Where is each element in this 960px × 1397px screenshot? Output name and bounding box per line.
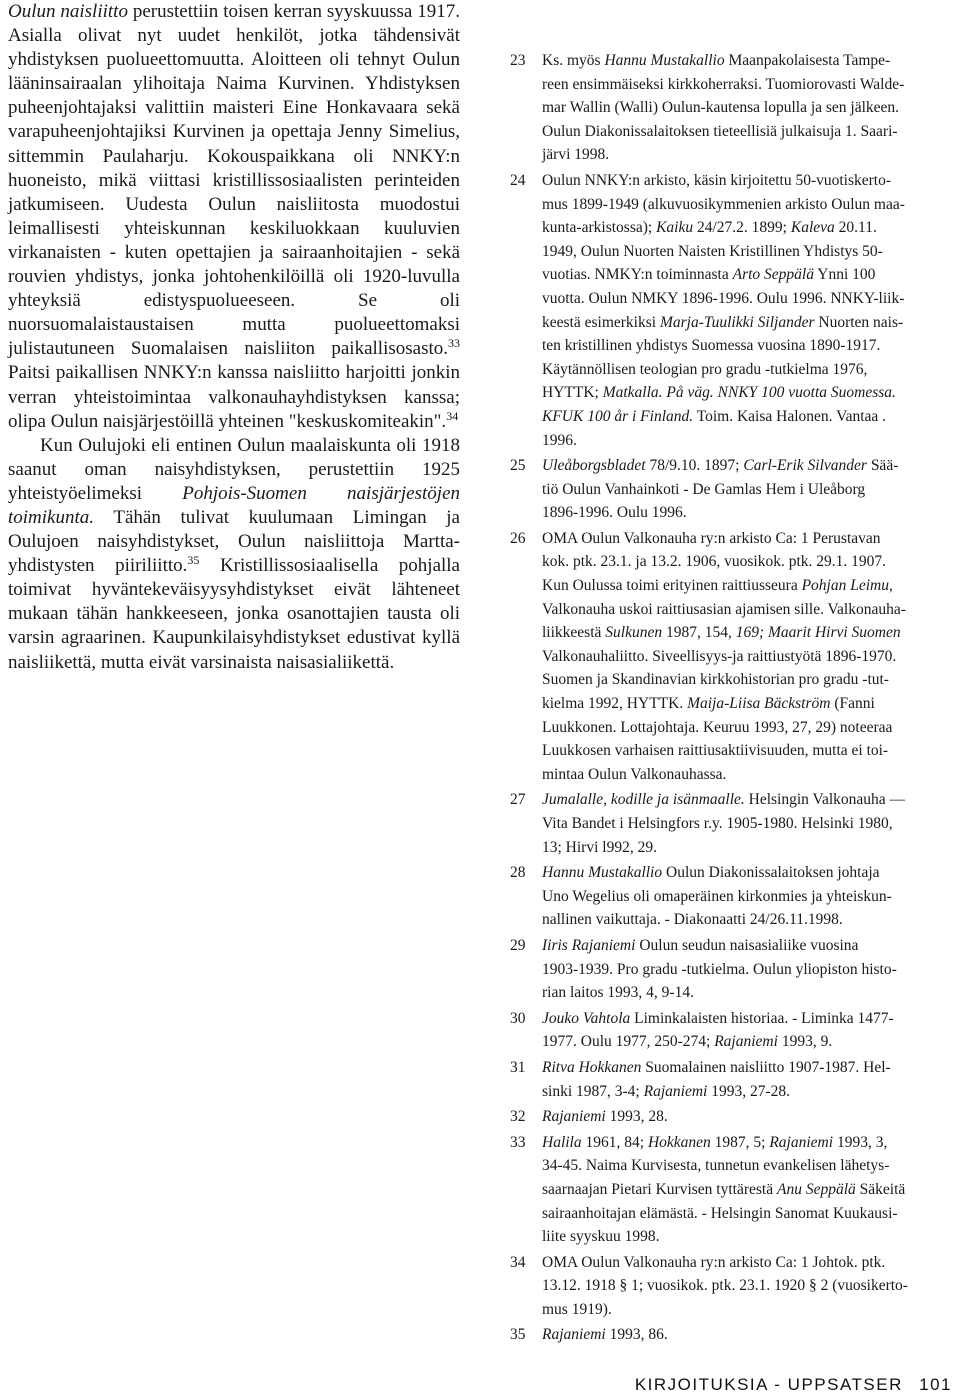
footnote-segment: Käytännöllisen teologian pro gradu -tutkielma 1976,	[542, 360, 868, 378]
footnote-text	[542, 861, 948, 932]
footnote-segment: (Fanni	[830, 695, 875, 713]
footnote-text	[542, 169, 948, 452]
toimikunta-italic: Pohjois-Suomen naisjärjestöjen toimikunta.	[8, 482, 460, 528]
footnote-segment: kielma 1992, HYTTK.	[542, 695, 688, 713]
footnote-line	[542, 739, 948, 763]
footnote-segment: 34-45. Naima Kurvisesta, tunnetun evankelisen lähetys-	[542, 1157, 890, 1175]
footnote-30	[510, 1007, 952, 1054]
footnote-line	[542, 788, 948, 812]
footnotes-column	[510, 49, 952, 1349]
footnote-line	[542, 716, 948, 740]
footnote-line	[542, 527, 948, 551]
footnote-segment: mus 1899-1949 (alkuvuosikymmenien arkisto Oulun maa-	[542, 195, 905, 213]
footnote-line	[542, 1323, 948, 1347]
footnote-italic-segment: Rajaniemi	[643, 1082, 708, 1100]
footnote-line	[542, 454, 948, 478]
footnote-line	[542, 958, 948, 982]
footnote-italic-segment: Sulkunen	[605, 624, 663, 642]
footnote-line	[542, 216, 948, 240]
footnote-line	[542, 1131, 948, 1155]
footnote-segment: Nuorten nais-	[814, 313, 904, 331]
footnote-line	[542, 1178, 948, 1202]
page-number: 101	[919, 1375, 952, 1394]
footnote-line	[542, 405, 948, 429]
footnote-segment: HYTTK;	[542, 384, 603, 402]
footnote-gap	[510, 1347, 952, 1349]
footnote-35	[510, 1323, 952, 1347]
footnote-segment: Ynni 100	[813, 266, 876, 284]
footnote-line	[542, 381, 948, 405]
footnote-34	[510, 1251, 952, 1322]
footnote-segment: Kun Oulussa toimi erityinen raittiusseura	[542, 577, 802, 595]
footnote-italic-segment: Ritva Hokkanen	[542, 1058, 642, 1076]
footnote-segment: 1996.	[542, 431, 577, 449]
footnote-number: 28	[510, 864, 526, 882]
footnote-text	[542, 934, 948, 1005]
footnote-segment: Suomen ja Skandinavian kirkkohistorian pro gradu -tut-	[542, 671, 889, 689]
footnote-number: 29	[510, 936, 526, 954]
paragraph-2	[8, 434, 460, 675]
footnote-line	[542, 1105, 948, 1129]
footnote-number: 25	[510, 457, 526, 475]
footnote-segment: kunta-arkistossa);	[542, 219, 657, 237]
footnote-segment: 1993, 9.	[777, 1033, 833, 1051]
footnote-segment: sairaanhoitajan elämästä. - Helsingin Sanomat Kuukausi-	[542, 1204, 898, 1222]
footnote-line	[542, 287, 948, 311]
footnote-line	[542, 263, 948, 287]
footnote-segment: Luukkonen. Lottajohtaja. Keuruu 1993, 27, 29) noteeraa	[542, 718, 893, 736]
footnote-segment: liikkeestä	[542, 624, 606, 642]
footnote-number: 32	[510, 1108, 526, 1126]
footnote-segment: Uno Wegelius oli omaperäinen kirkonmies ja yhteiskun-	[542, 887, 892, 905]
footnote-line	[542, 550, 948, 574]
footnote-segment: Liminkalaisten historiaa. - Liminka 1477-	[630, 1009, 894, 1027]
footnote-segment: mintaa Oulun Valkonauhassa.	[542, 765, 727, 783]
footnote-italic-segment: Pohjan Leimu,	[801, 577, 893, 595]
page-footer	[635, 1375, 952, 1395]
footnote-italic-segment: Kaleva	[790, 219, 835, 237]
footnote-segment: 24/27.2. 1899;	[693, 219, 791, 237]
footnote-line	[542, 429, 948, 453]
paragraph-2-text-c: Kristillissosiaalisella pohjalla toimivat hyväntekeväisyysyhdistykset eivät lähteneet mukaan tähän hankkeeseen, jonka osanottajien tausta oli varsin agraarinen. Kaupunkilaisyhdistykset edustivat kyllä naisliikettä, mutta eivät varsinaista naisasialiikettä.	[8, 555, 460, 673]
footnote-line	[542, 334, 948, 358]
naisliitto-italic: Oulun naisliitto	[8, 1, 128, 22]
footnote-italic-segment: Maija-Liisa Bäckström	[687, 695, 831, 713]
footnote-segment: Toim. Kaisa Halonen. Vantaa .	[693, 407, 887, 425]
footnote-line	[542, 1274, 948, 1298]
footnote-segment: 1977. Oulu 1977, 250-274;	[542, 1033, 715, 1051]
footnote-italic-segment: Rajaniemi	[542, 1326, 606, 1344]
footnote-line	[542, 908, 948, 932]
footnote-segment: Luukkosen varhaisen raittiusaktiivisuuden, mutta ei toi-	[542, 742, 889, 760]
footnote-segment: reen ensimmäiseksi kirkkoherraksi. Tuomiorovasti Walde-	[542, 75, 905, 93]
footnote-line	[542, 934, 948, 958]
footnote-segment: mar Wallin (Walli) Oulun-kautensa lopulla ja sen jälkeen.	[542, 99, 900, 117]
footnote-text	[542, 454, 948, 525]
footnote-segment: 1993, 3,	[833, 1133, 888, 1151]
paragraph-1-text-b: Paitsi paikallisen NNKY:n kanssa naisliitto harjoitti jonkin verran yhteistoimintaa valkonauhayhdistyksen kanssa; olipa Oulun naisjärjestöillä yhteinen "keskuskomiteakin".	[8, 362, 460, 432]
footnote-segment: Säkeitä	[855, 1180, 906, 1198]
footnote-line	[542, 143, 948, 167]
footnote-segment: Oulun Diakonissalaitoksen johtaja	[662, 864, 880, 882]
footnote-segment: Ks. myös	[542, 52, 605, 69]
footnote-segment: kok. ptk. 23.1. ja 13.2. 1906, vuosikok. ptk. 29.1. 1907.	[542, 553, 887, 571]
footnote-segment: 1896-1996. Oulu 1996.	[542, 504, 687, 522]
footnote-text	[542, 1323, 948, 1347]
footnote-number: 33	[510, 1133, 526, 1151]
footnote-segment: 20.11.	[834, 219, 877, 237]
footnote-segment: keestä esimerkiksi	[542, 313, 660, 331]
footnote-line	[542, 574, 948, 598]
footnote-segment: Oulun NNKY:n arkisto, käsin kirjoitettu 50-vuotiskerto-	[542, 171, 892, 189]
footnote-italic-segment: Hannu Mustakallio	[604, 52, 725, 69]
footnote-segment: OMA Oulun Valkonauha ry:n arkisto Ca: 1 Perustavan	[542, 529, 881, 547]
footnote-line	[542, 311, 948, 335]
footnote-italic-segment: Anu Seppälä	[777, 1180, 856, 1198]
footnote-number: 35	[510, 1326, 526, 1344]
footnote-line	[542, 1202, 948, 1226]
footnote-line	[542, 358, 948, 382]
footnote-segment: 1903-1939. Pro gradu -tutkielma. Oulun yliopiston histo-	[542, 960, 897, 978]
footnote-segment: Oulun seudun naisasialiike vuosina	[635, 936, 859, 954]
footnote-segment: 1949, Oulun Nuorten Naisten Kristillinen Yhdistys 50-	[542, 242, 883, 260]
footnote-line	[542, 478, 948, 502]
footnote-text	[542, 788, 948, 859]
footnote-segment: järvi 1998.	[542, 146, 610, 164]
footnote-segment: ten kristillinen yhdistys Suomessa vuosina 1890-1917.	[542, 337, 881, 355]
paragraph-2-text-a: Kun Oulujoki eli entinen Oulun maalaiskunta oli 1918 saanut oman naisyhdistyksen, perustettiin 1925 yhteistyöelimeksi	[8, 434, 460, 504]
footnote-text	[542, 1105, 948, 1129]
footnote-line	[542, 812, 948, 836]
footer-label: KIRJOITUKSIA - UPPSATSER	[634, 1375, 903, 1394]
footnote-segment: liite syyskuu 1998.	[542, 1228, 660, 1246]
footnote-italic-segment: Jumalalle, kodille ja isänmaalle.	[542, 791, 745, 809]
footnote-segment: vuotta. Oulun NMKY 1896-1996. Oulu 1996. NNKY-liik-	[542, 289, 905, 307]
footnote-23	[510, 49, 952, 167]
footnote-segment: mus 1919).	[542, 1300, 612, 1318]
footnote-line	[542, 885, 948, 909]
footnote-segment: 78/9.10. 1897;	[645, 457, 744, 475]
footnote-segment: Helsingin Valkonauha —	[744, 791, 906, 809]
footnote-segment: Sää-	[866, 457, 899, 475]
footnote-number: 24	[510, 171, 526, 189]
footnote-segment: Vita Bandet i Helsingfors r.y. 1905-1980. Helsinki 1980,	[542, 815, 893, 832]
footnote-italic-segment: 169; Maarit Hirvi Suomen	[735, 624, 901, 642]
footnote-line	[542, 981, 948, 1005]
paragraph-1	[8, 0, 460, 434]
footnote-segment: Valkonauha uskoi raittiusasian ajamisen sille. Valkonauha-	[542, 600, 906, 618]
footnote-segment: 13.12. 1918 § 1; vuosikok. ptk. 23.1. 1920 § 2 (vuosikerto-	[542, 1277, 908, 1295]
footnote-line	[542, 1154, 948, 1178]
footnote-segment: Oulun Diakonissalaitoksen tieteellisiä julkaisuja 1. Saari-	[542, 122, 898, 140]
footnote-italic-segment: Halila	[542, 1133, 582, 1151]
footnote-line	[542, 836, 948, 860]
footnote-32	[510, 1105, 952, 1129]
footnote-italic-segment: Matkalla. På väg. NNKY 100 vuotta Suomessa.	[602, 384, 896, 402]
footnote-line	[542, 1225, 948, 1249]
footnote-line	[542, 645, 948, 669]
footnote-text	[542, 1056, 948, 1103]
footnote-segment: 1993, 27-28.	[707, 1082, 791, 1100]
footnote-italic-segment: Carl-Erik Silvander	[743, 457, 867, 475]
footnote-segment: nallinen vaikuttaja. - Diakonaatti 24/26.11.1998.	[542, 911, 843, 929]
footnote-italic-segment: Kaiku	[656, 219, 694, 237]
footnote-line	[542, 861, 948, 885]
footnote-24	[510, 169, 952, 452]
footnote-segment: 1993, 86.	[605, 1326, 668, 1344]
footnote-italic-segment: Uleåborgsbladet	[542, 457, 646, 475]
footnote-italic-segment: Hannu Mustakallio	[542, 864, 663, 882]
footnote-line	[542, 169, 948, 193]
footnote-line	[542, 1080, 948, 1104]
footnote-number: 26	[510, 529, 526, 547]
footnote-line	[542, 96, 948, 120]
footnote-segment: tiö Oulun Vanhainkoti - De Gamlas Hem i Uleåborg	[542, 480, 866, 498]
footnote-segment: Maanpakolaisesta Tampe-	[724, 52, 891, 69]
footnote-line	[542, 1007, 948, 1031]
footnote-ref-33[interactable]: 33	[448, 336, 460, 351]
footnote-27	[510, 788, 952, 859]
main-text-column	[8, 0, 460, 675]
footnote-segment: saarnaajan Pietari Kurvisen tyttärestä	[542, 1180, 777, 1198]
footnote-line	[542, 598, 948, 622]
footnote-text	[542, 1251, 948, 1322]
footnote-text	[542, 49, 948, 167]
footnote-25	[510, 454, 952, 525]
footnote-segment: rian laitos 1993, 4, 9-14.	[542, 984, 694, 1002]
footnote-italic-segment: Rajaniemi	[769, 1133, 834, 1151]
footnote-italic-segment: Jouko Vahtola	[542, 1009, 631, 1027]
footnote-number: 34	[510, 1253, 526, 1271]
footnote-italic-segment: Hokkanen	[647, 1133, 711, 1151]
footnote-segment: vuotias. NMKY:n toiminnasta	[542, 266, 733, 284]
footnote-segment: sinki 1987, 3-4;	[542, 1082, 644, 1100]
footnote-line	[542, 120, 948, 144]
footnote-line	[542, 763, 948, 787]
footnote-segment: 13; Hirvi l992, 29.	[542, 838, 657, 856]
footnote-29	[510, 934, 952, 1005]
footnote-ref-34[interactable]: 34	[446, 408, 459, 423]
footnote-italic-segment: Marja-Tuulikki Siljander	[659, 313, 815, 331]
footnote-33	[510, 1131, 952, 1249]
footnote-line	[542, 1251, 948, 1275]
footnote-italic-segment: KFUK 100 år i Finland.	[542, 407, 694, 425]
footnote-ref-35[interactable]: 35	[187, 553, 200, 568]
footnote-line	[542, 1056, 948, 1080]
paragraph-1-text-a: perustettiin toisen kerran syyskuussa 1917. Asialla olivat nyt uudet henkilöt, jotka tähdensivät yhdistyksen puolueettomuutta. Aloitteen oli tehnyt Oulun lääninsairaalan ylihoitaja Naima Kurvinen. Yhdistyksen puheenjohtajaksi valittiin maisteri Eine Honkavaara sekä varapuheenjohtajiksi Kurvinen ja opettaja Jenny Simelius, sittemmin Paulaharju. Kokouspaikkana oli NNKY:n huoneisto, mikä viittasi kristillissosiaalisten perinteiden jatkumiseen. Uudesta Oulun naisliitosta muodostui leimallisesti yhteiskunnan keskiluokkaan kuuluvien virkanaisten - kuten opettajien ja sairaanhoitajien - sekä rouvien yhdistys, jonka johtohenkilöillä oli 1920-luvulla yhteyksiä edistyspuolueeseen. Se oli nuorsuomalaistaustaisen mutta puolueettomaksi julistautuneen Suomalaisen naisliiton paikallisosasto.	[8, 1, 460, 360]
footnote-line	[542, 240, 948, 264]
footnote-segment: OMA Oulun Valkonauha ry:n arkisto Ca: 1 Johtok. ptk.	[542, 1253, 886, 1271]
footnote-line	[542, 73, 948, 97]
footnote-segment: 1993, 28.	[605, 1108, 668, 1126]
footnote-segment: Valkonauhaliitto. Siveellisyys-ja raittiustyötä 1896-1970.	[542, 647, 897, 665]
footnote-italic-segment: Iiris Rajaniemi	[542, 936, 636, 954]
footnote-number: 30	[510, 1009, 526, 1027]
footnote-segment: 1987, 154,	[662, 624, 736, 642]
footnote-number: 23	[510, 52, 526, 69]
footnote-italic-segment: Rajaniemi	[542, 1108, 606, 1126]
footnote-text	[542, 527, 948, 787]
footnote-segment: Suomalainen naisliitto 1907-1987. Hel-	[641, 1058, 891, 1076]
footnote-segment: 1961, 84;	[581, 1133, 648, 1151]
footnote-text	[542, 1007, 948, 1054]
footnote-28	[510, 861, 952, 932]
footnote-italic-segment: Arto Seppälä	[732, 266, 814, 284]
footnote-line	[542, 621, 948, 645]
footnote-text	[542, 1131, 948, 1249]
footnote-line	[542, 1298, 948, 1322]
footnote-line	[542, 1030, 948, 1054]
footnote-italic-segment: Rajaniemi	[714, 1033, 778, 1051]
footnote-line	[542, 668, 948, 692]
footnote-segment: 1987, 5;	[710, 1133, 770, 1151]
footnote-line	[542, 193, 948, 217]
footnote-line	[542, 49, 948, 73]
footnote-line	[542, 501, 948, 525]
footnote-line	[542, 692, 948, 716]
paragraph-2-text-b: Tähän tulivat kuulumaan Limingan ja Oulujoen naisyhdistykset, Oulun naisliittoja Martta-yhdistysten piiriliitto.	[8, 506, 460, 577]
footnote-number: 31	[510, 1058, 526, 1076]
footnote-26	[510, 527, 952, 787]
footnote-number: 27	[510, 791, 526, 809]
footnote-31	[510, 1056, 952, 1103]
